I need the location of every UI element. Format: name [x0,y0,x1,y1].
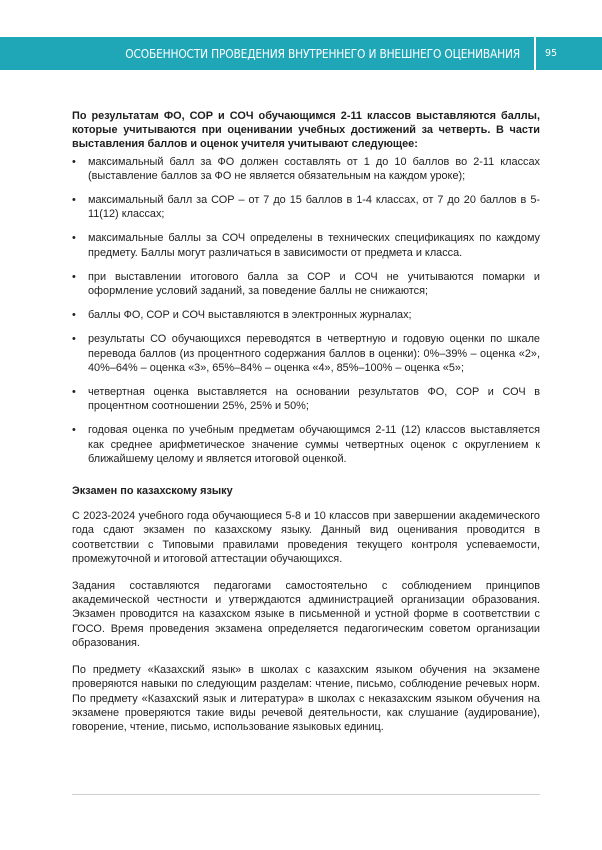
bullet-icon: • [72,270,76,283]
list-item-text: четвертная оценка выставляется на основании результатов ФО, СОР и СОЧ в процентном соотношении 25%, 25% и 50%; [88,386,540,413]
intro-paragraph: По результатам ФО, СОР и СОЧ обучающимся 2-11 классов выставляются баллы, которые учитываются при оценивании учебных достижений за четверть. В части выставления баллов и оценок учителя учитывают следующее: [72,110,540,151]
list-item-text: результаты СО обучающихся переводятся в четвертную и годовую оценки по шкале перевода баллов (из процентного содержания баллов в оценки): 0%–39% – оценка «2», 40%–64% – оценка «3», 65%–84% – оценка «4», 85%–100% – оценка «5»; [88,333,540,374]
list-item-text: максимальный балл за СОР – от 7 до 15 баллов в 1-4 классах, от 7 до 20 баллов в 5-11(12) классах; [88,194,540,221]
list-item [72,231,540,259]
bullet-icon: • [72,386,76,399]
list-item-text: максимальные баллы за СОЧ определены в технических спецификациях по каждому предмету. Баллы могут различаться в зависимости от предмета и класса. [88,232,540,259]
list-item-text: максимальный балл за ФО должен составлять от 1 до 10 баллов во 2-11 классах (выставление баллов за ФО не является обязательным на каждом уроке); [88,155,540,182]
page-content [72,109,540,747]
list-item [72,155,540,183]
bullet-icon: • [72,424,76,437]
header-title: ОСОБЕННОСТИ ПРОВЕДЕНИЯ ВНУТРЕННЕГО И ВНЕШНЕГО ОЦЕНИВАНИЯ [125,46,520,61]
list-item [72,385,540,413]
list-item [72,193,540,221]
body-paragraph: Задания составляются педагогами самостоятельно с соблюдением принципов академической честности и утверждаются администрацией организации образования. Экзамен проводится на казахском языке в письменной и устной форме в соответствии с ГОСО. Время проведения экзамена определяется педагогическим советом организации образования. [72,580,540,649]
bullet-icon: • [72,309,76,322]
body-paragraph: С 2023-2024 учебного года обучающиеся 5-8 и 10 классов при завершении академического года сдают экзамен по казахскому языку. Данный вид оценивания проводится в соответствии с Типовыми правилами проведения текущего контроля успеваемости, промежуточной и итоговой аттестации обучающихся. [72,510,540,565]
header-tail [566,37,602,70]
section-heading: Экзамен по казахскому языку [72,485,233,498]
list-item [72,332,540,375]
bullet-icon: • [72,155,76,168]
bullet-icon: • [72,333,76,346]
page-number: 95 [536,37,566,70]
bullet-list [72,155,540,466]
list-item [72,423,540,466]
list-item-text: при выставлении итогового балла за СОР и СОЧ не учитываются помарки и оформление условий заданий, за поведение баллы не снижаются; [88,270,540,298]
body-paragraph: По предмету «Казахский язык» в школах с казахским языком обучения на экзамене проверяются навыки по следующим разделам: чтение, письмо, соблюдение речевых норм. По предмету «Казахский язык и литература» в школах с неказахским языком обучения на экзамене проверяются такие виды речевой деятельности, как слушание (аудирование), говорение, чтение, письмо, использование языковых единиц. [72,664,540,733]
footer-divider [72,794,540,795]
bullet-icon: • [72,194,76,207]
header-band [0,37,534,70]
list-item [72,308,540,322]
list-item-text: годовая оценка по учебным предметам обучающимся 2-11 (12) классов выставляется как среднее арифметическое значение суммы четвертных оценок с округлением к ближайшему целому и является итоговой оценкой. [88,424,540,465]
list-item [72,270,540,298]
list-item-text: баллы ФО, СОР и СОЧ выставляются в электронных журналах; [88,309,412,322]
bullet-icon: • [72,232,76,245]
